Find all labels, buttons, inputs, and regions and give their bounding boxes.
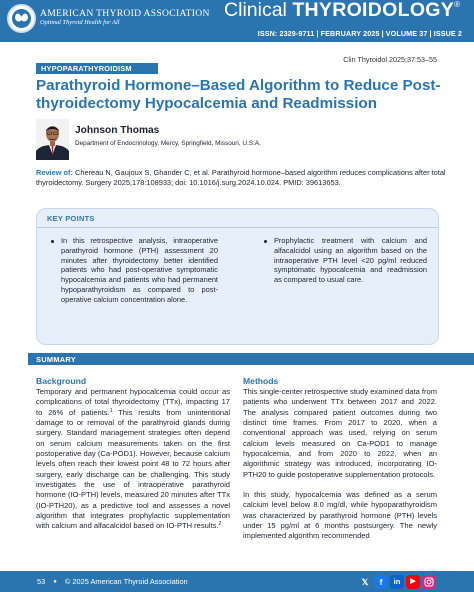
citation: Clin Thyroidol 2025;37:53–55 <box>343 55 437 64</box>
key-points-box <box>36 208 439 345</box>
footer-text: 53 ● © 2025 American Thyroid Association <box>37 577 188 586</box>
page-footer <box>0 571 474 592</box>
bullet-icon <box>51 240 54 243</box>
key-point-2: Prophylactic treatment with calcium and alfacalcidol using an algorithm based on the intraoperative PTH level <20 pg/ml reduced symptomatic hypocalcemia and readmission as compared to usual care. <box>274 236 427 285</box>
registered-mark: ® <box>454 0 460 9</box>
review-label: Review of: <box>36 168 73 177</box>
issue-info: ISSN: 2329-9711 | FEBRUARY 2025 | VOLUME 37 | ISSUE 2 <box>257 29 462 38</box>
linkedin-icon[interactable]: in <box>390 575 404 589</box>
org-tagline: Optimal Thyroid Health for All <box>40 19 120 26</box>
author-name: Johnson Thomas <box>75 125 160 136</box>
youtube-icon[interactable]: ▶ <box>406 575 420 589</box>
key-points-divider <box>37 227 438 228</box>
background-heading: Background <box>36 376 87 386</box>
author-affiliation: Department of Endocrinology, Mercy, Springfield, Missouri, U.S.A. <box>75 140 261 147</box>
facebook-icon[interactable]: f <box>374 575 388 589</box>
journal-header <box>0 0 474 42</box>
methods-paragraph-1: This single-center retrospective study examined data from patients who underwent TTx between 2017 and 2022. The analysis compared patient outcomes during two distinct time frames. From 2017 to 2020, when a conventional approach was used, relying on serum calcium levels measured on Ca-POD1 to manage hypocalcemia, and from 2020 to 2022, when an algorithmic strategy was introduced, incorporating IO-PTH20 to guide postoperative supplementation protocols. <box>243 387 437 479</box>
reference-2[interactable]: 2 <box>218 521 222 528</box>
background-text-part-2: This results from unintentional damage to or removal of the parathyroid glands during surgery. Standard management strategies often depend on serum calcium measurements taken on the first postoperative day (Ca-POD1). However, because calcium levels often reach their lowest point 48 to 72 hours after surgery, early discharge can be challenging. This study investigates the use of intraoperative parathyroid hormone (IO-PTH) levels, measured 20 minutes after TTx (IO-PTH20), as a predictive tool and assesses a novel algorithm that integrates prophylactic supplementation with calcium and alfacalcidol based on IO-PTH results. <box>36 407 230 531</box>
key-points-title: KEY POINTS <box>47 214 95 223</box>
review-of <box>36 168 448 187</box>
instagram-icon[interactable] <box>422 575 436 589</box>
journal-title-bold: THYROIDOLOGY <box>292 0 455 21</box>
review-reference[interactable]: Chereau N, Gaujoux S, Ghander C, et al. Parathyroid hormone–based algorithm reduces complications after total thyroidectomy. Surgery 2025;178:108933; doi: 10.1016/j.surg.2024.10.024. PMID: 39613653. <box>36 168 446 187</box>
summary-bar <box>28 353 474 365</box>
background-text <box>36 387 230 532</box>
methods-text <box>243 387 437 542</box>
author-photo <box>36 119 69 160</box>
org-name: AMERICAN THYROID ASSOCIATION <box>40 8 210 19</box>
summary-label: SUMMARY <box>36 355 77 364</box>
x-icon[interactable]: 𝕏 <box>358 575 372 589</box>
thyroid-logo-icon <box>11 8 32 29</box>
article-title: Parathyroid Hormone–Based Algorithm to Reduce Post-thyroidectomy Hypocalcemia and Readmission <box>36 77 441 112</box>
reference-1[interactable]: 1 <box>109 407 113 414</box>
page-number: 53 <box>37 577 46 586</box>
section-tag: HYPOPARATHYROIDISM <box>36 63 158 74</box>
methods-heading: Methods <box>243 376 279 386</box>
copyright: © 2025 American Thyroid Association <box>64 577 188 586</box>
key-point-1: In this retrospective analysis, intraoperative parathyroid hormone (PTH) assessment 20 minutes after thyroidectomy better identified patients who had post-operative symptomatic hypocalcemia and patients who had permanent hypoparathyroidism as compared to post-operative calcium concentration alone. <box>61 236 218 304</box>
journal-title-light: Clinical <box>224 0 293 21</box>
ata-logo[interactable] <box>7 4 36 33</box>
journal-title <box>224 0 460 22</box>
background-text-part-1: Temporary and permanent hypocalcemia could occur as complications of total thyroidectomy (TTx), impacting 17 to 26% of patients. <box>36 387 230 417</box>
bullet-icon <box>264 240 267 243</box>
methods-paragraph-2: In this study, hypocalcemia was defined as a serum calcium level below 8.0 mg/dl, while hypoparathyroidism was characterized by parathyroid hormone (PTH) levels under 15 pg/ml at 6 months postsurgery. The newly implemented algorithm recommended <box>243 490 437 541</box>
